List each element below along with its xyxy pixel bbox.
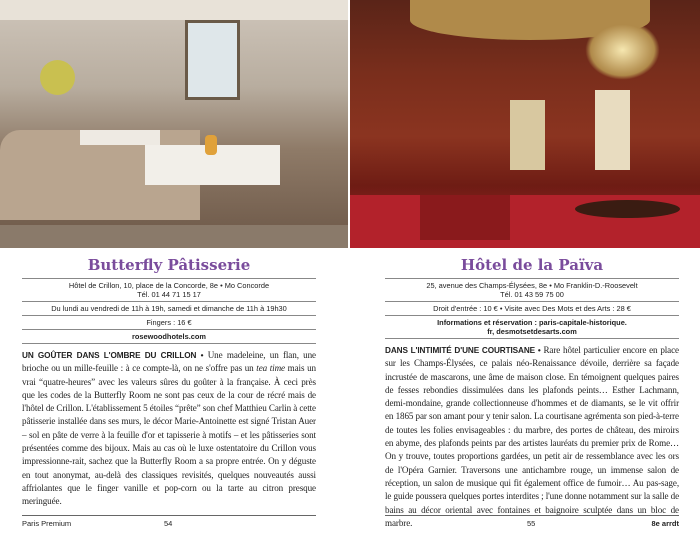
- address: 25, avenue des Champs-Élysées, 8e • Mo Franklin-D.-Roosevelt: [426, 281, 638, 290]
- body-part: Rare hôtel particulier encore en place sur les Champs-Élysées, ce palais néo-Renaissance dévoile, derrière sa façade incrustée de mascarons, une âme de maison close. En témoignent quelques paires de fesses rebondies dissimulées dans les plafonds peints… Esther Lachmann, demi-mondaine, grande collectionneuse d'hommes et de diamants, se le vit offrir en 1865 par son amant pour y tenir salon. La courtisane agrémenta son pied-à-terre de toutes les folies envisageables : du marbre, des portes de château, des miroirs en abyme, des plafonds peints par des artistes lauréats du premier prix de Rome… On y trouve, toutes proportions gardées, un petit air de ressemblance avec les ors de l'Opéra Garnier. Traversons une antichambre rouge, un immense salon de réception, un salon de musique qui fit également office de fumoir… Au pas-sage, le guide poussera quelques portes interdites ; l'une donne notamment sur la salle de bains au décor oriental avec fontaines et baignoire sculptée dans un bloc de marbre.: [385, 345, 680, 528]
- left-page-content: [22, 256, 316, 509]
- section-label: 8e arrdt: [651, 519, 679, 528]
- body-part: mais un vrai “quatre-heures” avec les valeurs sûres du goûter à la française. À ceci près que les codes de la Butterfly Room ne sont pas ceux de la cour de récré mais de l'hôtel de Crillon. L'établissement 5 étoiles “prête” son chef Matthieu Carlin à cette pâtisserie installée dans ses murs, le décor Marie-Antoinette est signé Tristan Auer – sol en pâte de verre à la feuille d'or et tapisserie à motifs – et les pâtisseries sont présentées comme des bijoux. Mais au cas où le luxe ostentatoire du Crillon vous impressionne-rait, sachez que la Butterfly Room a sa propre entrée. On y déguste en tout anonymat, au-delà des classiques revisités, quelques nouveautés aussi affriolantes que le finger vanille et pop-corn ou la tarte au citron presque meringuée.: [22, 363, 316, 507]
- body-part: Une madeleine, un flan, une brioche ou un mille-feuille : à ce compte-là, on ne s'offre pas un: [22, 350, 316, 374]
- page-number: 55: [527, 519, 536, 528]
- phone: Tél. 01 43 59 75 00: [500, 290, 564, 299]
- opening-hours: Du lundi au vendredi de 11h à 19h, samedi et dimanche de 11h à 19h30: [22, 301, 316, 315]
- phone: Tél. 01 44 71 15 17: [137, 290, 201, 299]
- venue-title: Hôtel de la Païva: [460, 256, 604, 274]
- body-italic: tea time: [256, 363, 285, 374]
- lead-heading: DANS L'INTIMITÉ D'UNE COURTISANE •: [385, 346, 541, 355]
- price: Droit d'entrée : 10 € • Visite avec Des Mots et des Arts : 28 €: [385, 301, 679, 315]
- address: Hôtel de Crillon, 10, place de la Concorde, 8e • Mo Concorde: [68, 281, 270, 290]
- address-block: [385, 278, 679, 301]
- price: Fingers : 16 €: [22, 315, 316, 329]
- booking-line: fr, desmotsetdesarts.com: [487, 327, 577, 336]
- right-footer: [385, 515, 679, 529]
- lead-heading: UN GOÛTER DANS L'OMBRE DU CRILLON •: [22, 351, 204, 360]
- body-text: [22, 349, 316, 509]
- hotel-paiva-photo: [350, 0, 700, 248]
- butterfly-patisserie-photo: [0, 0, 348, 248]
- website: rosewoodhotels.com: [22, 329, 316, 344]
- address-block: [22, 278, 316, 301]
- booking-line: Informations et réservation : paris-capitale-historique.: [437, 318, 627, 327]
- right-page-content: [385, 256, 679, 530]
- body-text: [385, 344, 679, 530]
- left-footer: [22, 515, 316, 529]
- book-title: Paris Premium: [22, 519, 72, 528]
- booking-info: [385, 315, 679, 339]
- page-number: 54: [164, 519, 173, 528]
- venue-title: Butterfly Pâtisserie: [87, 256, 251, 274]
